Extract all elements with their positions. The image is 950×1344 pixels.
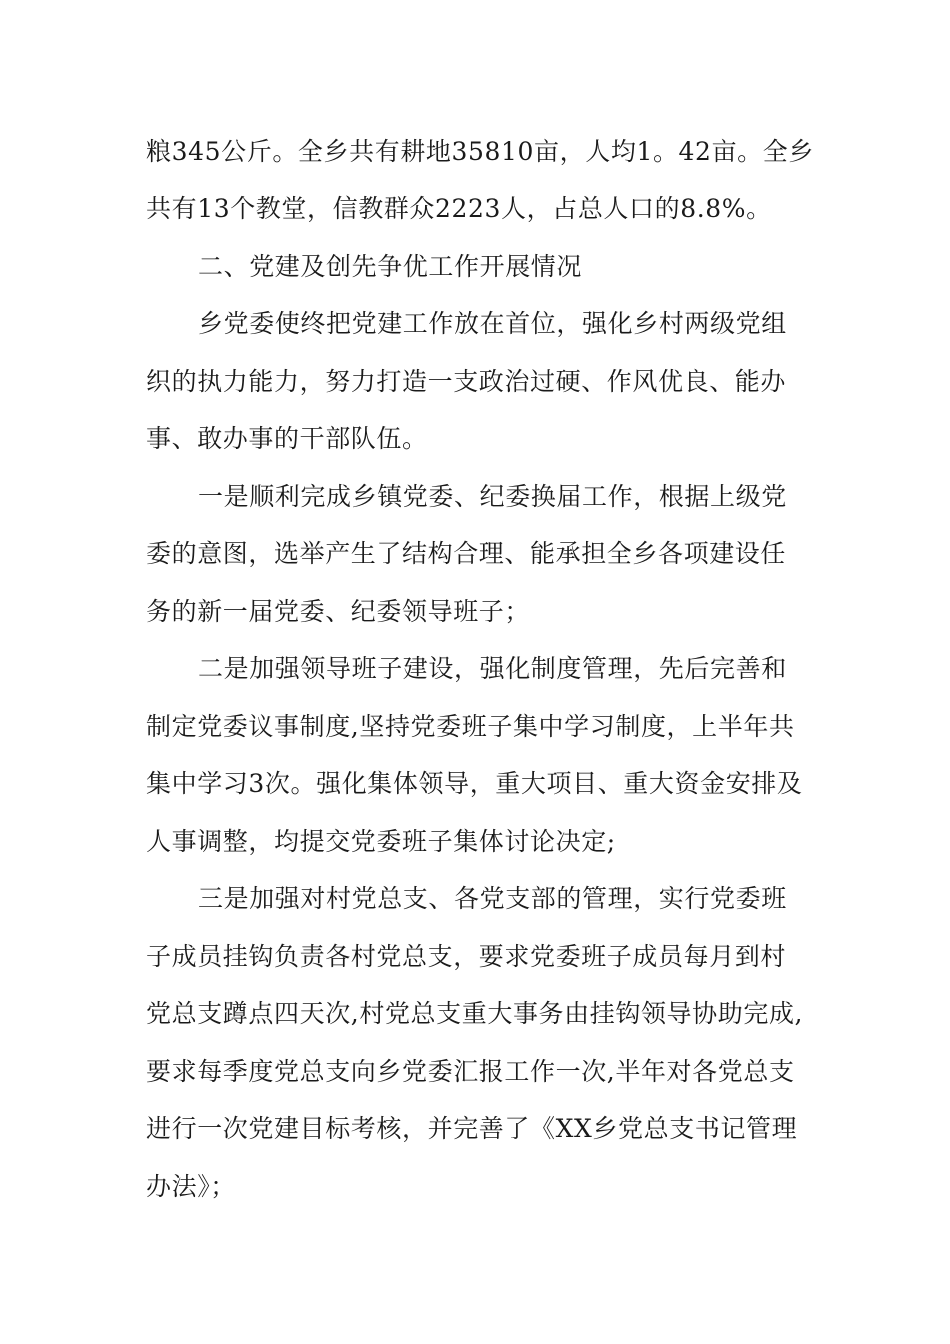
text-line-5: 织的执力能力，努力打造一支政治过硬、作风优良、能办 (146, 367, 787, 396)
text-line-16: 党总支蹲点四天次,村党总支重大事务由挂钩领导协助完成, (146, 999, 804, 1028)
text-line-7: 一是顺利完成乡镇党委、纪委换届工作，根据上级党 (198, 482, 787, 511)
text-line-17: 要求每季度党总支向乡党委汇报工作一次,半年对各党总支 (146, 1057, 795, 1086)
text-line-1: 粮345公斤。全乡共有耕地35810亩，人均1。42亩。全乡 (146, 137, 814, 166)
text-line-6: 事、敢办事的干部队伍。 (146, 424, 428, 453)
text-line-15: 子成员挂钩负责各村党总支，要求党委班子成员每月到村 (146, 942, 787, 971)
text-line-18: 进行一次党建目标考核，并完善了《XX乡党总支书记管理 (146, 1114, 798, 1143)
text-line-4: 乡党委使终把党建工作放在首位，强化乡村两级党组 (198, 309, 787, 338)
text-line-19: 办法》； (146, 1172, 236, 1201)
text-line-8: 委的意图，选举产生了结构合理、能承担全乡各项建设任 (146, 539, 787, 568)
text-line-13: 人事调整，均提交党委班子集体讨论决定; (146, 827, 616, 856)
text-line-9: 务的新一届党委、纪委领导班子； (146, 597, 531, 626)
text-line-14: 三是加强对村党总支、各党支部的管理，实行党委班 (198, 884, 787, 913)
section-heading: 二、党建及创先争优工作开展情况 (198, 252, 583, 281)
text-line-10: 二是加强领导班子建设，强化制度管理，先后完善和 (198, 654, 787, 683)
text-line-11: 制定党委议事制度,坚持党委班子集中学习制度，上半年共 (146, 712, 795, 741)
text-line-12: 集中学习3次。强化集体领导，重大项目、重大资金安排及 (146, 769, 803, 798)
text-line-2: 共有13个教堂，信教群众2223人，占总人口的8.8%。 (146, 194, 772, 223)
